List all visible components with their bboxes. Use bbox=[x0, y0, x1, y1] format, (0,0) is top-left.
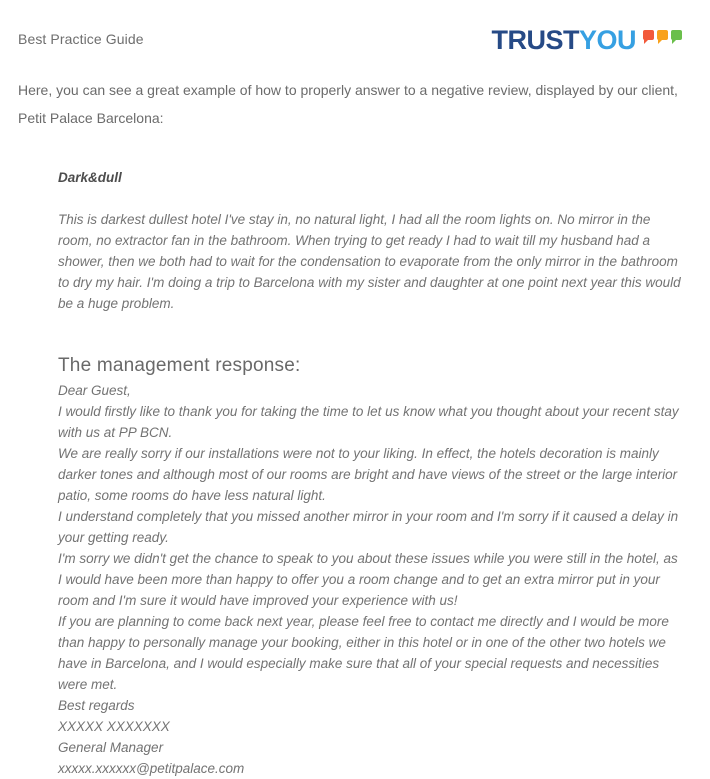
logo-text-trust: TRUST bbox=[491, 25, 579, 55]
page-title: Best Practice Guide bbox=[18, 31, 144, 47]
response-paragraph: If you are planning to come back next year, please feel free to contact me directly and I would be more than happy to personally manage your booking, either in this hotel or in one of the other two hotels we have in Barcelona, and I would especially make sure that all of your special requests and necessities were met. bbox=[58, 614, 669, 692]
response-signature-name: XXXXX XXXXXXX bbox=[58, 719, 170, 734]
header bbox=[18, 25, 682, 55]
response-signature-role: General Manager bbox=[58, 740, 164, 755]
logo-text-you: YOU bbox=[578, 25, 636, 55]
response-signoff: Best regards bbox=[58, 698, 135, 713]
response-paragraph: I understand completely that you missed another mirror in your room and I'm sorry if it caused a delay in your getting ready. bbox=[58, 509, 679, 545]
speech-bubble-icon bbox=[643, 30, 654, 40]
logo-speech-bubbles bbox=[640, 30, 682, 40]
response-paragraph: I would firstly like to thank you for taking the time to let us know what you thought about your recent stay with us at PP BCN. bbox=[58, 404, 679, 440]
response-signature-email: xxxxx.xxxxxx@petitpalace.com bbox=[58, 761, 245, 776]
management-response-heading: The management response: bbox=[58, 355, 301, 376]
management-response-body bbox=[58, 380, 685, 779]
review-title: Dark&dull bbox=[58, 170, 122, 185]
review-example-block bbox=[58, 170, 685, 779]
speech-bubble-icon bbox=[657, 30, 668, 40]
response-paragraph: I'm sorry we didn't get the chance to speak to you about these issues while you were still in the hotel, as I would have been more than happy to offer you a room change and to get an extra mirror put in your room and I'm sure it would have improved your experience with us! bbox=[58, 551, 678, 608]
response-paragraph: We are really sorry if our installations were not to your liking. In effect, the hotels decoration is mainly darker tones and although most of our rooms are bright and have views of the street or the large interior patio, some rooms do have less natural light. bbox=[58, 446, 678, 503]
response-paragraph: Dear Guest, bbox=[58, 383, 131, 398]
speech-bubble-icon bbox=[671, 30, 682, 40]
review-body: This is darkest dullest hotel I've stay in, no natural light, I had all the room lights on. No mirror in the room, no extractor fan in the bathroom. When trying to get ready I had to wait till my husband had a shower, then we both had to wait for the condensation to evaporate from the only mirror in the bathroom to dry my hair. I'm doing a trip to Barcelona with my sister and daughter at one point next year this would be a huge problem. bbox=[58, 212, 681, 311]
trustyou-logo bbox=[491, 25, 682, 55]
intro-text: Here, you can see a great example of how to properly answer to a negative review, displayed by our client, Petit Palace Barcelona: bbox=[18, 82, 678, 126]
